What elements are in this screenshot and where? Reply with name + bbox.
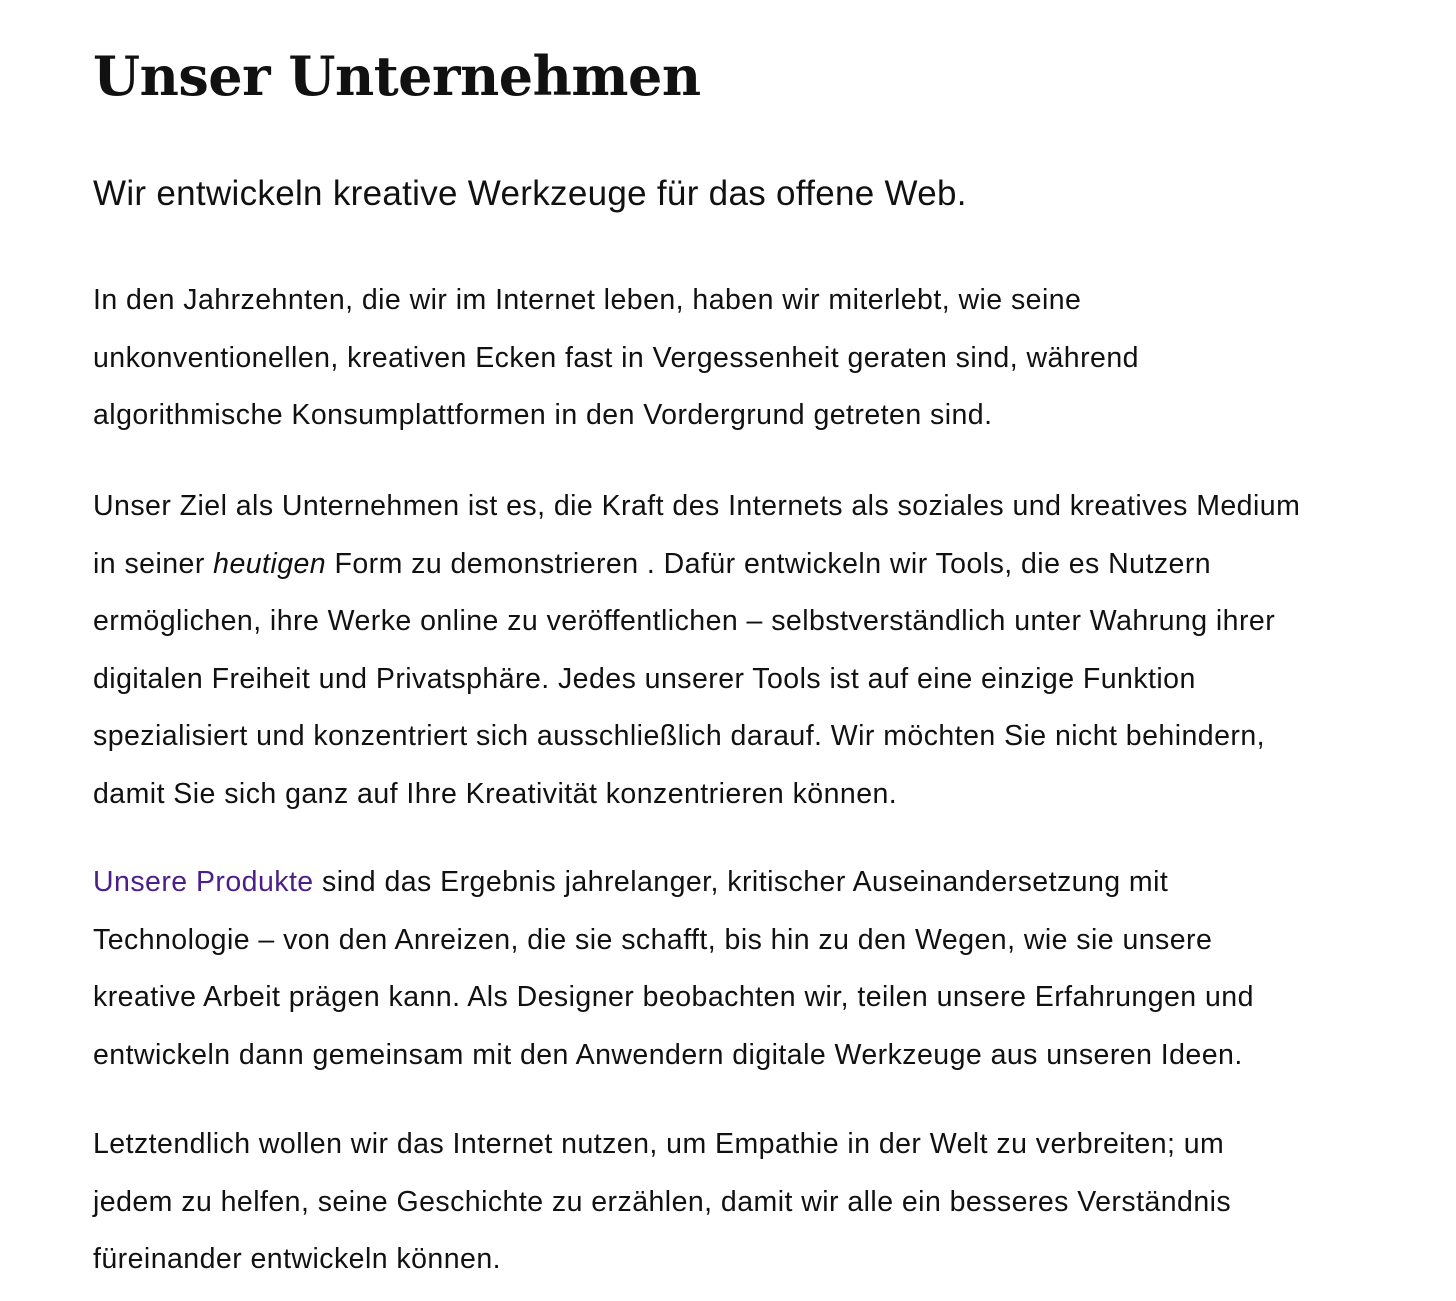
text-line <box>93 854 1254 912</box>
paragraph-3 <box>93 854 1254 1084</box>
text-line: spezialisiert und konzentriert sich ausschließlich darauf. Wir möchten Sie nicht behindern, <box>93 720 1265 752</box>
paragraph-4 <box>93 1116 1231 1289</box>
text-line: Unser Ziel als Unternehmen ist es, die Kraft des Internets als soziales und kreatives Medium <box>93 490 1301 522</box>
text-line: ermöglichen, ihre Werke online zu veröffentlichen – selbstverständlich unter Wahrung ihrer <box>93 605 1276 637</box>
text-line: Letztendlich wollen wir das Internet nutzen, um Empathie in der Welt zu verbreiten; um <box>93 1128 1225 1160</box>
page-title: Unser Unternehmen <box>93 44 701 108</box>
products-link[interactable]: Unsere Produkte <box>93 866 314 898</box>
text: sind das Ergebnis jahrelanger, kritischer Auseinandersetzung mit <box>313 866 1169 898</box>
text-line: füreinander entwickeln können. <box>93 1243 502 1275</box>
subtitle: Wir entwickeln kreative Werkzeuge für das offene Web. <box>93 174 967 213</box>
emphasis: heutigen <box>213 547 327 580</box>
text-line: In den Jahrzehnten, die wir im Internet leben, haben wir miterlebt, wie seine <box>93 284 1082 316</box>
paragraph-2 <box>93 478 1300 823</box>
text-line <box>93 536 1300 594</box>
text-line: damit Sie sich ganz auf Ihre Kreativität konzentrieren können. <box>93 777 898 810</box>
paragraph-1 <box>93 272 1139 445</box>
text: in seiner <box>93 547 214 580</box>
text-line: digitalen Freiheit und Privatsphäre. Jedes unserer Tools ist auf eine einzige Funktion <box>93 662 1196 695</box>
text-line: Technologie – von den Anreizen, die sie schafft, bis hin zu den Wegen, wie sie unsere <box>93 923 1213 956</box>
text-line: algorithmische Konsumplattformen in den Vordergrund getreten sind. <box>93 399 993 431</box>
text-line: unkonventionellen, kreativen Ecken fast in Vergessenheit geraten sind, während <box>93 341 1139 374</box>
text-line: jedem zu helfen, seine Geschichte zu erzählen, damit wir alle ein besseres Verständnis <box>93 1185 1232 1218</box>
text-line: kreative Arbeit prägen kann. Als Designer beobachten wir, teilen unsere Erfahrungen und <box>93 981 1254 1013</box>
text: Form zu demonstrieren . Dafür entwickeln wir Tools, die es Nutzern <box>326 547 1212 580</box>
text-line: entwickeln dann gemeinsam mit den Anwendern digitale Werkzeuge aus unseren Ideen. <box>93 1038 1243 1071</box>
